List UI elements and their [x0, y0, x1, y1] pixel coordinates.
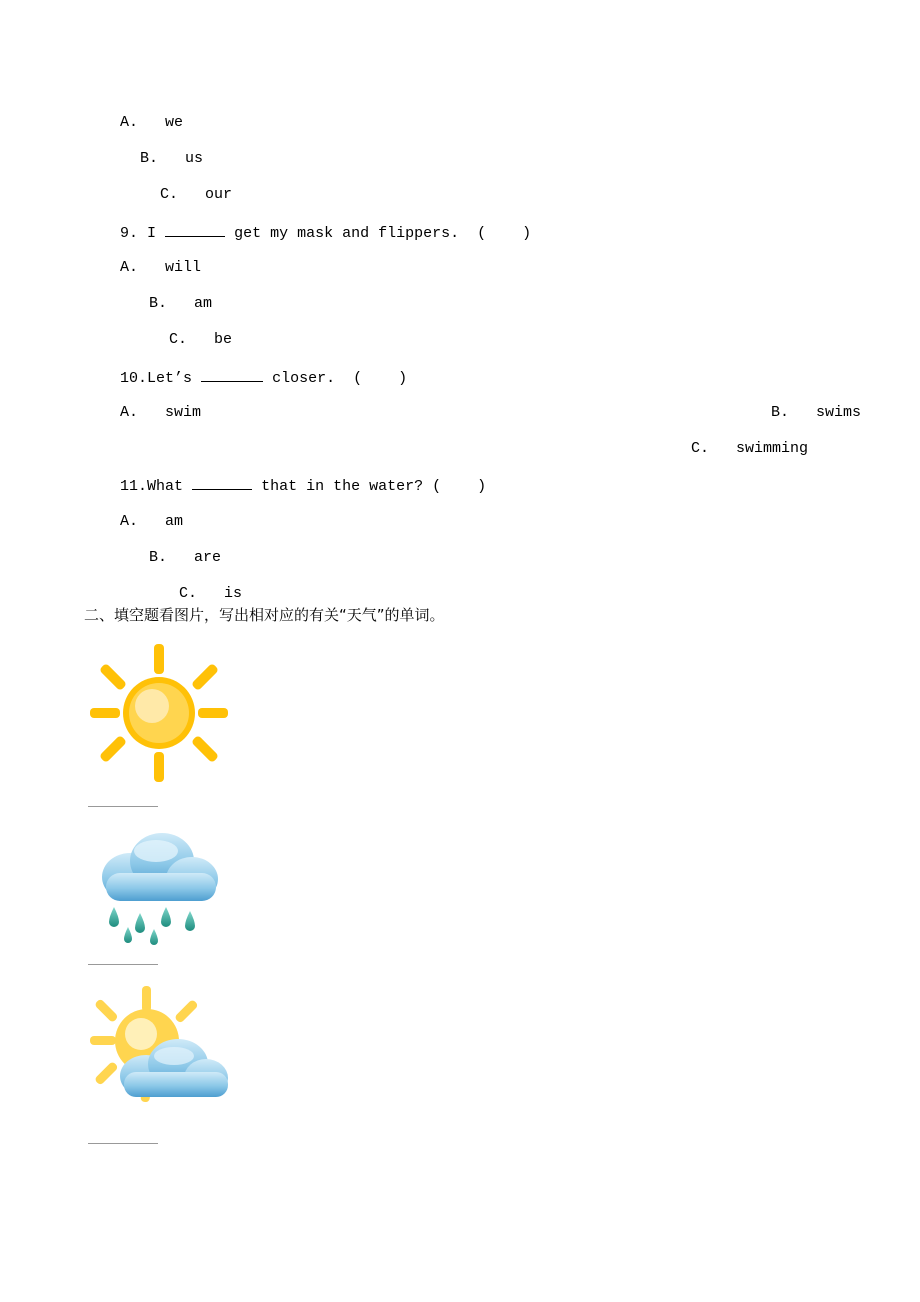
sun-icon — [84, 640, 234, 785]
q10-option-b-text: swims — [816, 404, 862, 421]
q10-option-a — [84, 387, 201, 438]
q8-option-c-label: C. — [160, 186, 179, 203]
q10-option-c-label: C. — [691, 440, 710, 457]
section-two-heading: 二、填空题看图片，写出相对应的有关“天气”的单词。 — [84, 606, 445, 624]
q10-text-before: Let’s — [147, 369, 193, 387]
q10-option-c-text: swimming — [736, 440, 809, 457]
q8-option-b-label: B. — [140, 150, 159, 167]
sun-behind-cloud-icon — [84, 984, 234, 1114]
answer-blank-3[interactable] — [88, 1143, 158, 1144]
q10-text-after: closer. — [272, 369, 336, 387]
q10-option-c — [655, 423, 808, 474]
q9-blank — [165, 223, 225, 237]
q8-option-a-text: we — [165, 114, 184, 131]
q9-number: 9. — [120, 224, 139, 242]
q10-paren: ( ) — [353, 369, 408, 387]
q8-option-b-text: us — [185, 150, 204, 167]
q10-number: 10. — [120, 369, 148, 387]
q11-text-before: What — [147, 477, 184, 495]
q10-option-a-text: swim — [165, 404, 202, 421]
q11-blank — [192, 476, 252, 490]
q8-option-c-text: our — [205, 186, 233, 203]
q10-blank — [201, 368, 263, 382]
q11-paren: ( ) — [432, 477, 487, 495]
q9-option-c-label: C. — [169, 331, 188, 348]
q9-option-a-label: A. — [120, 259, 139, 276]
q11-option-b-text: are — [194, 549, 222, 566]
q9-option-c-text: be — [214, 331, 233, 348]
q11-option-a-label: A. — [120, 513, 139, 530]
q10-option-a-label: A. — [120, 404, 139, 421]
rain-cloud-icon — [84, 825, 234, 945]
q11-number: 11. — [120, 477, 148, 495]
answer-blank-2[interactable] — [88, 964, 158, 965]
q11-text-after: that in the water? — [261, 477, 424, 495]
q9-option-b-text: am — [194, 295, 213, 312]
q9-option-a-text: will — [165, 259, 202, 276]
q9-option-b-label: B. — [149, 295, 168, 312]
q9-text-before: I — [147, 224, 157, 242]
q9-text-after: get my mask and flippers. — [234, 224, 460, 242]
q11-option-b-label: B. — [149, 549, 168, 566]
q8-option-a-label: A. — [120, 114, 139, 131]
q11-option-a-text: am — [165, 513, 184, 530]
q11-option-c-text: is — [224, 585, 243, 602]
answer-blank-1[interactable] — [88, 806, 158, 807]
q10-option-b-label: B. — [771, 404, 790, 421]
q11-option-c-label: C. — [179, 585, 198, 602]
q9-paren: ( ) — [477, 224, 532, 242]
